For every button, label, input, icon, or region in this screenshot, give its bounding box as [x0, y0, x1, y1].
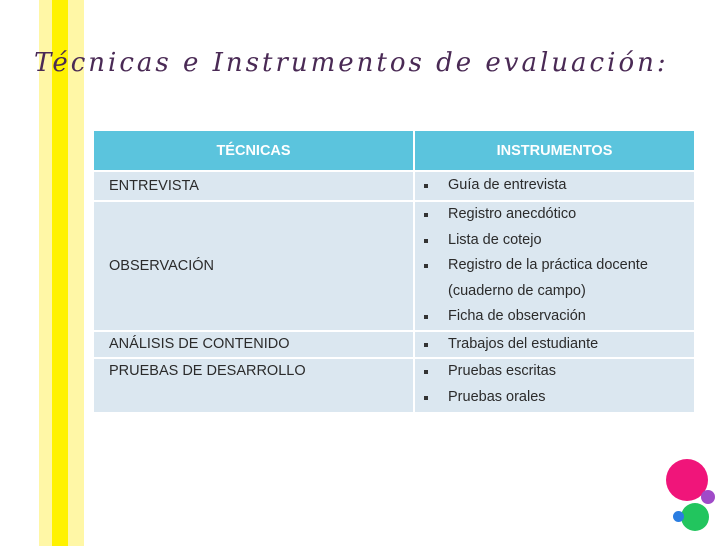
bullet-icon — [424, 315, 428, 319]
purple-circle-decoration — [701, 490, 715, 504]
instrument-item: Ficha de observación — [422, 304, 694, 330]
bullet-icon — [424, 184, 428, 188]
bullet-icon — [424, 396, 428, 400]
instrument-item: Guía de entrevista — [422, 173, 694, 199]
bullet-icon — [424, 213, 428, 217]
instruments-cell — [414, 201, 694, 331]
table-row — [94, 171, 694, 201]
instrument-item: Lista de cotejo — [422, 228, 694, 254]
table-row — [94, 201, 694, 331]
technique-cell: ENTREVISTA — [94, 171, 414, 201]
header-instruments: INSTRUMENTOS — [414, 131, 694, 171]
table-header-row — [94, 131, 694, 171]
green-circle-decoration — [681, 503, 709, 531]
bullet-icon — [424, 239, 428, 243]
bullet-icon — [424, 343, 428, 347]
instruments-cell — [414, 331, 694, 359]
table-row — [94, 358, 694, 417]
instrument-item: Trabajos del estudiante — [422, 332, 694, 358]
technique-cell: OBSERVACIÓN — [94, 201, 414, 331]
instrument-item-continuation: (cuaderno de campo) — [448, 282, 586, 299]
technique-cell: ANÁLISIS DE CONTENIDO — [94, 331, 414, 359]
slide-title: Técnicas e Instrumentos de evaluación: — [34, 48, 669, 78]
instruments-cell — [414, 358, 694, 417]
header-techniques: TÉCNICAS — [94, 131, 414, 171]
instrument-item: Pruebas escritas — [422, 359, 694, 385]
instruments-cell — [414, 171, 694, 201]
bullet-icon — [424, 264, 428, 268]
instrument-item: Pruebas orales — [422, 385, 694, 411]
techniques-table — [94, 131, 694, 412]
blue-circle-decoration — [673, 511, 684, 522]
table-row — [94, 331, 694, 359]
bullet-icon — [424, 370, 428, 374]
instrument-item: Registro anecdótico — [422, 202, 694, 228]
technique-cell: PRUEBAS DE DESARROLLO — [94, 358, 414, 417]
instrument-item: Registro de la práctica docente — [422, 253, 694, 279]
decorative-yellow-stripe — [52, 0, 68, 546]
